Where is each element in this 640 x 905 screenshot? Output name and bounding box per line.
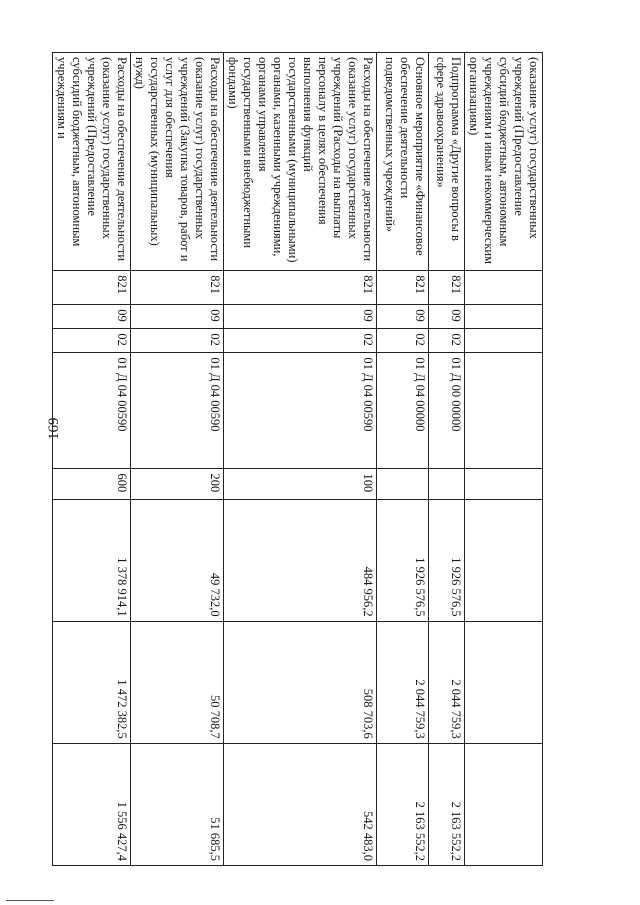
row-sum-3: 51 685,5 [131, 743, 224, 865]
row-pr: 02 [429, 329, 465, 353]
table-row [224, 53, 377, 866]
row-sum-3 [465, 743, 543, 865]
row-ved: 821 [377, 271, 429, 305]
row-sum-1: 1 926 576,5 [429, 499, 465, 621]
row-ved: 821 [131, 271, 224, 305]
row-vr: 200 [131, 469, 224, 499]
row-sum-1: 1 926 576,5 [377, 499, 429, 621]
row-pr: 02 [377, 329, 429, 353]
row-sum-2: 2 044 759,3 [429, 621, 465, 743]
row-vr: 100 [224, 469, 377, 499]
row-rz: 09 [131, 305, 224, 329]
table-row [429, 53, 465, 866]
row-vr [465, 469, 543, 499]
row-sum-3: 2 163 552,2 [429, 743, 465, 865]
table-row [131, 53, 224, 866]
row-rz: 09 [53, 305, 131, 329]
row-sum-1: 1 378 914,1 [53, 499, 131, 621]
table-row [53, 53, 131, 866]
page-number: 169 [46, 417, 62, 440]
row-vr: 600 [53, 469, 131, 499]
row-name: Расходы на обеспечение деятельности (оказание услуг) государственных учреждений (Закупка товаров, работ и услуг для обеспечения государственных (муниципальных) нужд) [131, 53, 224, 271]
row-pr: 02 [131, 329, 224, 353]
row-rz: 09 [429, 305, 465, 329]
row-sum-2: 2 044 759,3 [377, 621, 429, 743]
row-sum-1: 484 956,2 [224, 499, 377, 621]
row-vr [429, 469, 465, 499]
row-name: Расходы на обеспечение деятельности (оказание услуг) государственных учреждений (Предоставление субсидий бюджетным, автономным учреждениям и [53, 53, 131, 271]
row-name: (оказание услуг) государственных учреждений (Предоставление субсидий бюджетным, автономным учреждениям и иным некоммерческим организациям) [465, 53, 543, 271]
row-pr: 02 [224, 329, 377, 353]
row-pr [465, 329, 543, 353]
row-sum-2 [465, 621, 543, 743]
rotated-page-content [55, 52, 543, 866]
row-name: Основное мероприятие «Финансовое обеспечение деятельности подведомственных учреждений» [377, 53, 429, 271]
row-sum-1: 49 732,0 [131, 499, 224, 621]
row-ved: 821 [429, 271, 465, 305]
table-row [465, 53, 543, 866]
budget-table [52, 52, 543, 866]
row-sum-1 [465, 499, 543, 621]
row-name: Подпрограмма «Другие вопросы в сфере здравоохранения» [429, 53, 465, 271]
row-sum-2: 1 472 382,5 [53, 621, 131, 743]
row-csr [465, 353, 543, 469]
row-ved: 821 [53, 271, 131, 305]
table-viewport [55, 52, 543, 866]
row-name: Расходы на обеспечение деятельности (оказание услуг) государственных учреждений (Расходы на выплаты персоналу в целях обеспечения выполнения функций государственными (муниципальными) органами, казенными учреждениями, органами управления государственными внебюджетными фондами) [224, 53, 377, 271]
table-row [377, 53, 429, 866]
row-ved: 821 [224, 271, 377, 305]
row-csr: 01 Д 04 00590 [131, 353, 224, 469]
scan-edge-line [6, 900, 54, 901]
row-sum-2: 508 703,6 [224, 621, 377, 743]
row-sum-3: 2 163 552,2 [377, 743, 429, 865]
row-rz [465, 305, 543, 329]
row-sum-2: 50 708,7 [131, 621, 224, 743]
row-csr: 01 Д 04 00590 [53, 353, 131, 469]
row-vr [377, 469, 429, 499]
row-pr: 02 [53, 329, 131, 353]
row-sum-3: 1 556 427,4 [53, 743, 131, 865]
row-csr: 01 Д 04 00000 [377, 353, 429, 469]
row-csr: 01 Д 00 00000 [429, 353, 465, 469]
row-rz: 09 [224, 305, 377, 329]
row-sum-3: 542 483,0 [224, 743, 377, 865]
row-ved [465, 271, 543, 305]
row-csr: 01 Д 04 00590 [224, 353, 377, 469]
row-rz: 09 [377, 305, 429, 329]
